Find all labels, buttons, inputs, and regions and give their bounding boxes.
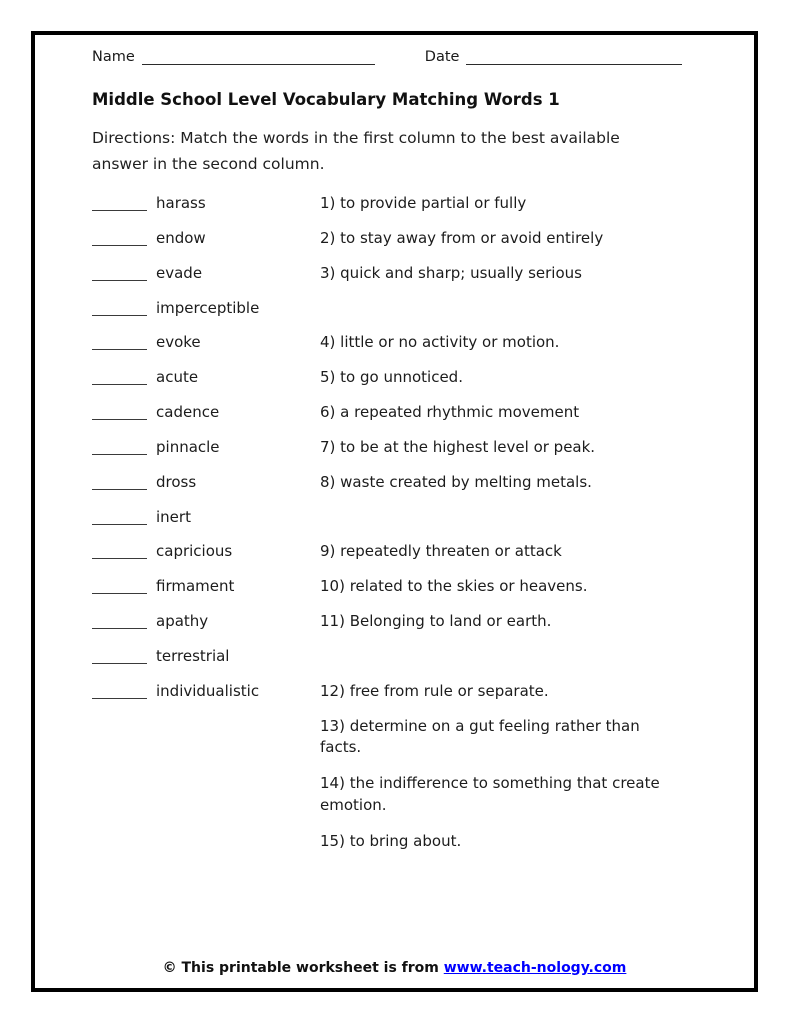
match-row bbox=[92, 263, 664, 298]
name-label: Name bbox=[92, 49, 135, 65]
definition-text: 14) the indifference to something that create emotion. bbox=[320, 774, 660, 814]
definition-text: 10) related to the skies or heavens. bbox=[320, 577, 588, 596]
match-row bbox=[92, 298, 664, 333]
word-item bbox=[92, 332, 320, 353]
definition-text: 13) determine on a gut feeling rather than facts. bbox=[320, 716, 640, 757]
word-text: apathy bbox=[156, 612, 209, 631]
date-label: Date bbox=[424, 49, 460, 65]
word-text: imperceptible bbox=[156, 298, 260, 317]
answer-blank-line bbox=[92, 279, 147, 281]
word-text: endow bbox=[156, 228, 206, 247]
match-row bbox=[92, 228, 664, 263]
match-row bbox=[92, 507, 664, 542]
word-text: individualistic bbox=[156, 681, 260, 700]
answer-blank-line bbox=[92, 592, 147, 594]
answer-blank-line bbox=[92, 383, 147, 385]
word-item bbox=[92, 646, 320, 667]
word-text: dross bbox=[156, 472, 197, 491]
word-text: evoke bbox=[156, 333, 201, 352]
word-item bbox=[92, 437, 320, 458]
footer bbox=[35, 960, 754, 976]
word-item bbox=[92, 507, 320, 528]
word-item bbox=[92, 367, 320, 388]
match-row bbox=[92, 541, 664, 576]
word-text: cadence bbox=[156, 403, 220, 422]
answer-blank-line bbox=[92, 209, 147, 211]
definition-text: 2) to stay away from or avoid entirely bbox=[320, 228, 604, 247]
date-blank-line bbox=[466, 63, 682, 65]
answer-blank-line bbox=[92, 488, 147, 490]
answer-blank-line bbox=[92, 348, 147, 350]
definition-text: 1) to provide partial or fully bbox=[320, 194, 527, 212]
match-row bbox=[92, 681, 664, 716]
match-row bbox=[92, 576, 664, 611]
word-text: acute bbox=[156, 368, 199, 387]
definition-text: 6) a repeated rhythmic movement bbox=[320, 403, 580, 422]
word-text: inert bbox=[156, 507, 191, 526]
definition-text: 12) free from rule or separate. bbox=[320, 681, 549, 700]
answer-blank-line bbox=[92, 627, 147, 629]
definition-text: 7) to be at the highest level or peak. bbox=[320, 437, 596, 456]
definition-text: 8) waste created by melting metals. bbox=[320, 472, 592, 491]
word-item bbox=[92, 263, 320, 284]
worksheet-page bbox=[31, 31, 758, 992]
definition-text: 11) Belonging to land or earth. bbox=[320, 612, 552, 631]
page-title: Middle School Level Vocabulary Matching Words 1 bbox=[92, 90, 560, 109]
word-text: firmament bbox=[156, 577, 235, 596]
match-row bbox=[92, 646, 664, 681]
answer-blank-line bbox=[92, 697, 147, 699]
answer-blank-line bbox=[92, 662, 147, 664]
answer-blank-line bbox=[92, 418, 147, 420]
word-text: terrestrial bbox=[156, 646, 230, 665]
match-row bbox=[92, 437, 664, 472]
word-item bbox=[92, 193, 320, 214]
footer-text: © This printable worksheet is from bbox=[162, 960, 439, 976]
header bbox=[92, 49, 754, 65]
footer-link[interactable]: www.teach-nology.com bbox=[443, 960, 627, 976]
word-text: evade bbox=[156, 263, 203, 282]
word-item bbox=[92, 541, 320, 562]
answer-blank-line bbox=[92, 314, 147, 316]
word-item bbox=[92, 298, 320, 319]
definition-text: 3) quick and sharp; usually serious bbox=[320, 263, 582, 282]
match-row bbox=[92, 472, 664, 507]
word-text: harass bbox=[156, 194, 206, 212]
match-row bbox=[92, 193, 664, 228]
definition-text: 4) little or no activity or motion. bbox=[320, 333, 560, 352]
definition-text: 9) repeatedly threaten or attack bbox=[320, 542, 562, 561]
name-blank-line bbox=[142, 63, 375, 65]
word-item bbox=[92, 611, 320, 632]
word-text: capricious bbox=[156, 542, 233, 561]
match-row bbox=[92, 402, 664, 437]
definition-text: 5) to go unnoticed. bbox=[320, 368, 463, 387]
answer-blank-line bbox=[92, 244, 147, 246]
word-item bbox=[92, 228, 320, 249]
word-item bbox=[92, 472, 320, 493]
word-item bbox=[92, 681, 320, 702]
matching-list bbox=[92, 193, 664, 716]
match-row bbox=[92, 611, 664, 646]
answer-blank-line bbox=[92, 523, 147, 525]
extra-definitions bbox=[320, 716, 664, 853]
definition-text: 15) to bring about. bbox=[320, 831, 462, 850]
word-item bbox=[92, 576, 320, 597]
word-item bbox=[92, 402, 320, 423]
directions-text: Directions: Match the words in the first column to the best available answer in the second column. bbox=[92, 129, 620, 173]
match-row bbox=[92, 367, 664, 402]
match-row bbox=[92, 332, 664, 367]
answer-blank-line bbox=[92, 557, 147, 559]
word-text: pinnacle bbox=[156, 437, 220, 456]
answer-blank-line bbox=[92, 453, 147, 455]
